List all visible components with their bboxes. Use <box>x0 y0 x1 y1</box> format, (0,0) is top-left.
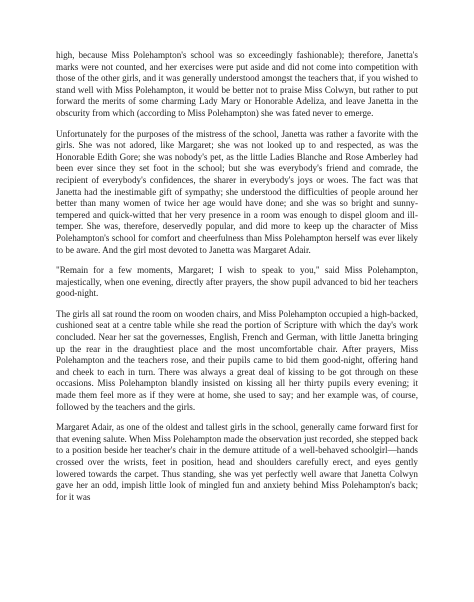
paragraph: The girls all sat round the room on wooden chairs, and Miss Polehampton occupied a high-backed, cushioned seat at a centre table while she read the portion of Scripture with which the day's work concluded. Near her sat the governesses, English, French and German, with little Janetta bringing up the rear in the draughtiest place and the most uncomfortable chair. After prayers, Miss Polehampton and the teachers rose, and their pupils came to bid them good-night, offering hand and cheek to each in turn. There was always a great deal of kissing to be got through on these occasions. Miss Polehampton blandly insisted on kissing all her thirty pupils every evening; it made them feel more as if they were at home, she used to say; and her example was, of course, followed by the teachers and the girls. <box>56 308 418 412</box>
paragraph: Margaret Adair, as one of the oldest and tallest girls in the school, generally came forward first for that evening salute. When Miss Polehampton made the observation just recorded, she stepped back to a position beside her teacher's chair in the demure attitude of a well-behaved schoolgirl—hands crossed over the wrists, feet in position, head and shoulders carefully erect, and eyes gently lowered towards the carpet. Thus standing, she was yet perfectly well aware that Janetta Colwyn gave her an odd, impish little look of mingled fun and anxiety behind Miss Polehampton's back; for it was <box>56 422 418 502</box>
paragraph: high, because Miss Polehampton's school was so exceedingly fashionable); therefore, Janetta's marks were not counted, and her exercises were put aside and did not come into competition with those of the other girls, and it was generally understood amongst the teachers that, if you wished to stand well with Miss Polehampton, it would be better not to praise Miss Colwyn, but rather to put forward the merits of some charming Lady Mary or Honorable Adeliza, and leave Janetta in the obscurity from which (according to Miss Polehampton) she was fated never to emerge. <box>56 50 418 118</box>
paragraph: Unfortunately for the purposes of the mistress of the school, Janetta was rather a favorite with the girls. She was not adored, like Margaret; she was not looked up to and respected, as was the Honorable Edith Gore; she was nobody's pet, as the little Ladies Blanche and Rose Amberley had been ever since they set foot in the school; but she was everybody's friend and comrade, the recipient of everybody's confidences, the sharer in everybody's joys or woes. The fact was that Janetta had the inestimable gift of sympathy; she understood the difficulties of people around her better than many women of twice her age would have done; and she was so bright and sunny-tempered and quick-witted that her very presence in a room was enough to dispel gloom and ill-temper. She was, therefore, deservedly popular, and did more to keep up the character of Miss Polehampton's school for comfort and cheerfulness than Miss Polehampton herself was ever likely to be aware. And the girl most devoted to Janetta was Margaret Adair. <box>56 128 418 255</box>
paragraph: "Remain for a few moments, Margaret; I wish to speak to you," said Miss Polehampton, majestically, when one evening, directly after prayers, the show pupil advanced to bid her teachers good-night. <box>56 265 418 299</box>
page-text <box>56 50 418 512</box>
